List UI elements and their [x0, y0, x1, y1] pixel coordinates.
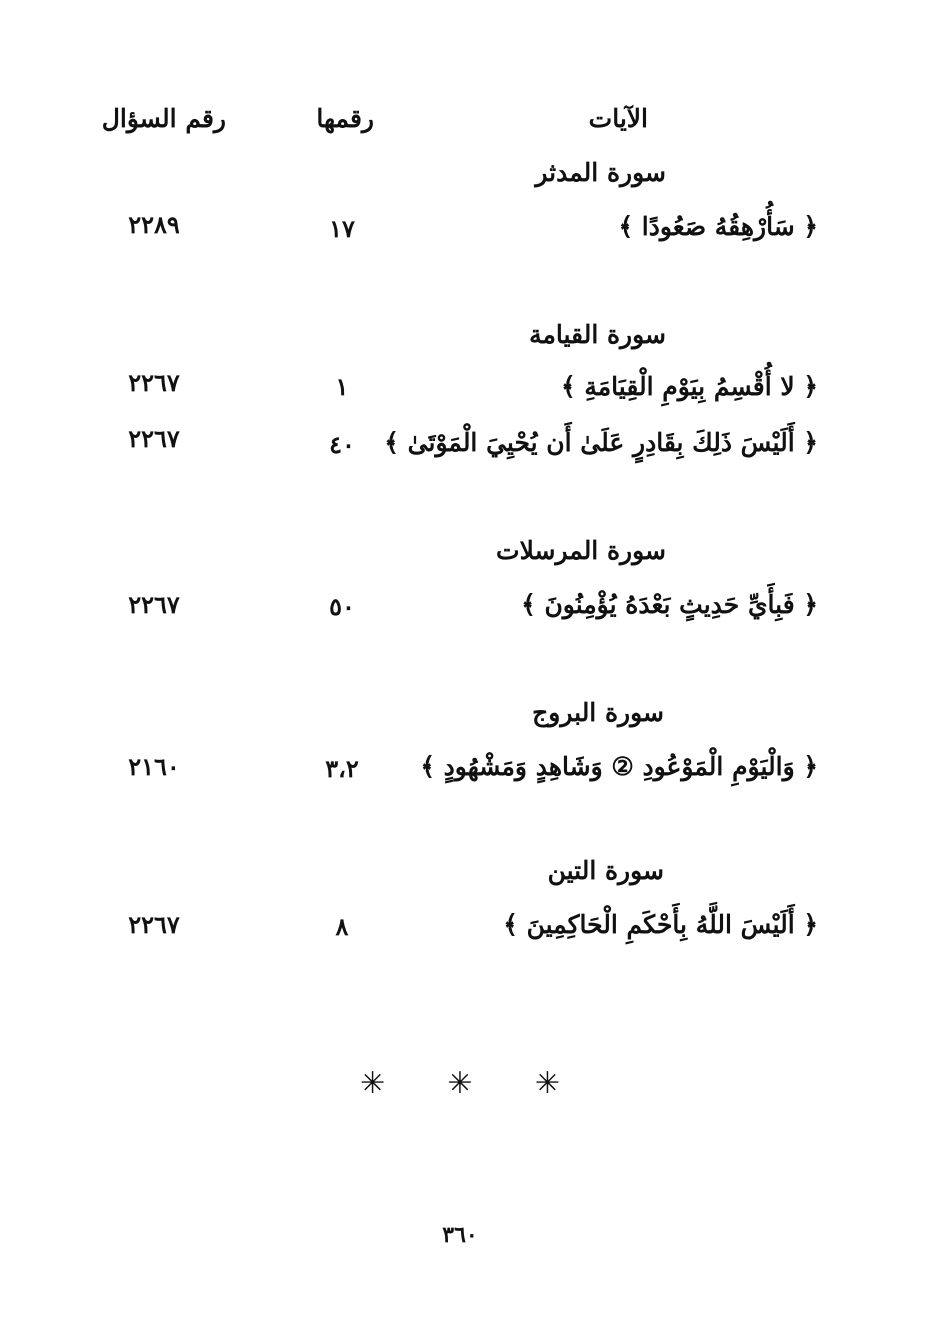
- verse-text: ﴿ لا أُقْسِمُ بِيَوْمِ الْقِيَامَةِ ﴾: [561, 372, 818, 401]
- section-separator: [360, 1064, 560, 1104]
- surah-title-mursalat: سورة المرسلات: [496, 536, 666, 565]
- verse-number: ٣،٢: [325, 754, 359, 783]
- question-number: ٢٢٦٧: [128, 910, 180, 939]
- surah-title-tin: سورة التين: [547, 856, 664, 885]
- question-number: ٢٢٦٧: [128, 424, 180, 453]
- header-ayat: الآيات: [588, 104, 648, 133]
- page-number: ٣٦٠: [442, 1222, 478, 1248]
- verse-number: ٨: [335, 912, 349, 941]
- question-number: ٢٢٦٧: [128, 590, 180, 619]
- verse-number: ٥٠: [329, 592, 355, 621]
- question-number: ٢٢٨٩: [128, 210, 180, 239]
- question-number: ٢١٦٠: [128, 752, 180, 781]
- verse-text: ﴿ أَلَيْسَ اللَّهُ بِأَحْكَمِ الْحَاكِمِينَ ﴾: [503, 910, 818, 939]
- verse-number: ١٧: [329, 214, 355, 243]
- header-question-number: رقم السؤال: [101, 104, 226, 133]
- verse-text: ﴿ فَبِأَيِّ حَدِيثٍ بَعْدَهُ يُؤْمِنُونَ ﴾: [521, 590, 818, 619]
- question-number: ٢٢٦٧: [128, 368, 180, 397]
- surah-title-buruj: سورة البروج: [532, 698, 664, 727]
- verse-text: ﴿ أَلَيْسَ ذَلِكَ بِقَادِرٍ عَلَىٰ أَن يُحْيِيَ الْمَوْتَىٰ ﴾: [384, 428, 818, 457]
- asterisk-ornament-icon: ✳: [360, 1066, 386, 1101]
- verse-text: ﴿ وَالْيَوْمِ الْمَوْعُودِ ② وَشَاهِدٍ وَمَشْهُودٍ ﴾: [420, 752, 818, 781]
- verse-text: ﴿ سَأُرْهِقُهُ صَعُودًا ﴾: [618, 212, 818, 241]
- verse-number: ١: [335, 372, 349, 401]
- header-verse-number: رقمها: [316, 104, 374, 133]
- asterisk-ornament-icon: ✳: [534, 1066, 560, 1101]
- surah-title-muddaththir: سورة المدثر: [535, 158, 666, 187]
- verse-number: ٤٠: [329, 430, 355, 459]
- surah-title-qiyamah: سورة القيامة: [529, 320, 666, 349]
- asterisk-ornament-icon: ✳: [447, 1066, 473, 1101]
